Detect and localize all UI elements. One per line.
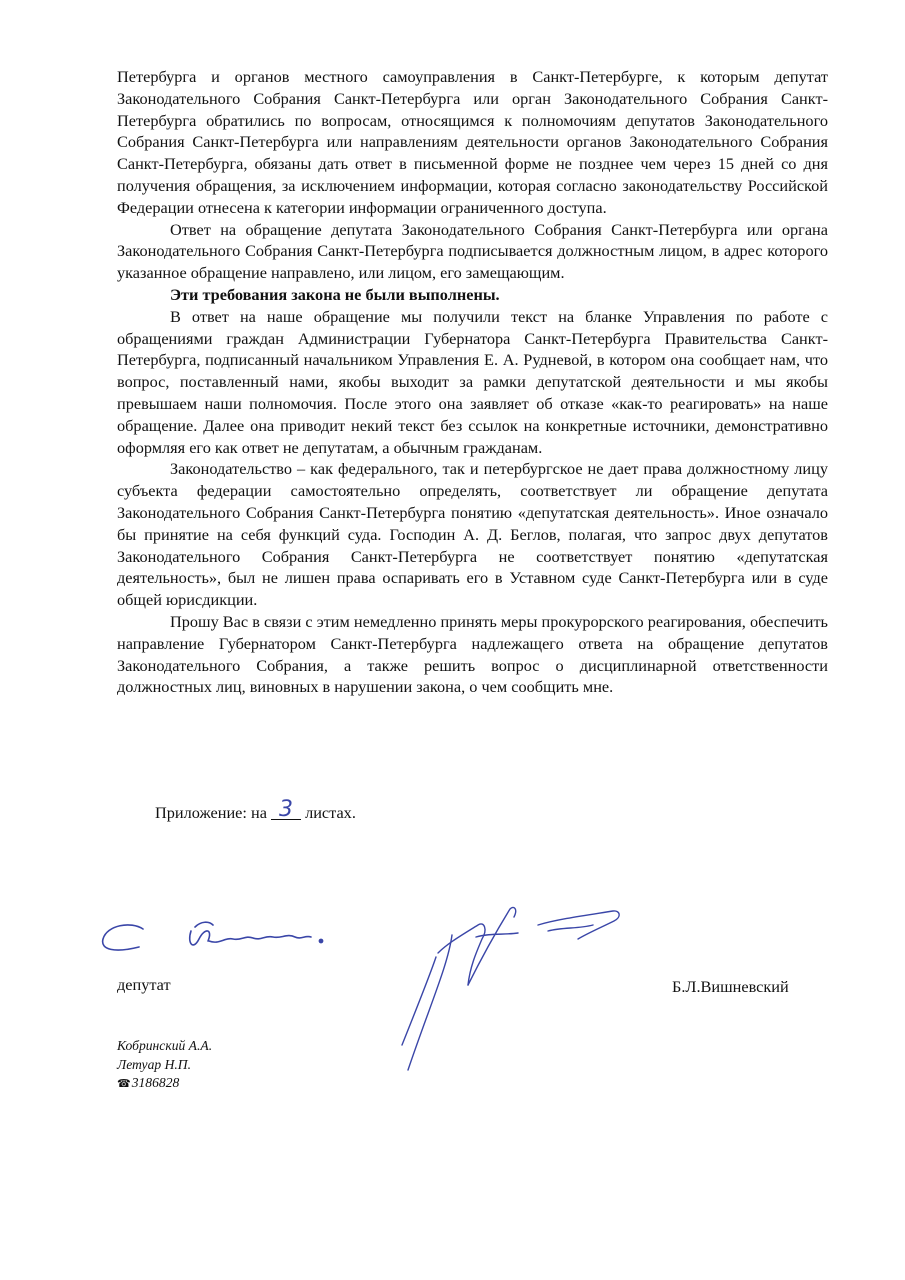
executors-block — [117, 1037, 212, 1094]
telephone-icon: ☎ — [117, 1078, 131, 1090]
attachment-sheet-count: 3 — [271, 801, 301, 820]
paragraph-received-response: В ответ на наше обращение мы получили текст на бланке Управления по работе с обращениями граждан Администрации Губернатора Санкт-Петербурга Правительства Санкт-Петербурга, подписанный начальником Управления Е. А. Рудневой, в котором она сообщает нам, что вопрос, поставленный нами, якобы выходит за рамки депутатской деятельности и мы якобы превышаем наши полномочия. После этого она заявляет об отказе «как-то реагировать» на наше обращение. Далее она приводит некий текст без ссылок на конкретные источники, демонстративно оформляя его как ответ не депутатам, а обычным гражданам. — [117, 306, 828, 457]
handwritten-regards — [95, 915, 340, 965]
paragraph-signature-requirement: Ответ на обращение депутата Законодательного Собрания Санкт-Петербурга или органа Законодательного Собрания Санкт-Петербурга подписывается должностным лицом, в адрес которого указанное обращение направлено, или лицом, его замещающим. — [117, 219, 828, 283]
letter-body — [117, 66, 828, 698]
attachment-line — [155, 797, 356, 823]
paragraph-legislation-argument: Законодательство – как федерального, так и петербургское не дает права должностному лицу субъекта федерации самостоятельно определять, соответствует ли обращение депутата Законодательного Собрания Санкт-Петербурга понятию «депутатская деятельность». Иное означало бы принятие на себя функций суда. Господин А. Д. Беглов, полагая, что запрос двух депутатов Законодательного Собрания Санкт-Петербурга не соответствует понятию «депутатская деятельность», был не лишен права оспаривать его в Уставном суде Санкт-Петербурга или в суде общей юрисдикции. — [117, 459, 828, 610]
attachment-prefix: Приложение: на — [155, 803, 271, 822]
phone-number: 3186828 — [131, 1075, 180, 1090]
paragraph-request: Прошу Вас в связи с этим немедленно принять меры прокурорского реагирования, обеспечить направление Губернатором Санкт-Петербурга надлежащего ответа на обращение депутатов Законодательного Собрания, а также решить вопрос о дисциплинарной ответственности должностных лиц, виновных в нарушении закона, о чем сообщить мне. — [117, 611, 828, 697]
paragraph-violation-statement: Эти требования закона не были выполнены. — [170, 284, 500, 304]
signature — [378, 895, 648, 1075]
signer-role: депутат — [117, 975, 171, 994]
executor-phone — [117, 1074, 212, 1094]
paragraph-law-requirement: Петербурга и органов местного самоуправления в Санкт-Петербурге, к которым депутат Законодательного Собрания Санкт-Петербурга или орган Законодательного Собрания Санкт-Петербурга обратились по вопросам, относящимся к полномочиям депутатов Законодательного Собрания Санкт-Петербурга или направлениям деятельности органов Законодательного Собрания Санкт-Петербурга, обязаны дать ответ в письменной форме не позднее чем через 15 дней со дня получения обращения, за исключением информации, которая согласно законодательству Российской Федерации отнесена к категории информации ограниченного доступа. — [117, 67, 828, 217]
executor-name: Кобринский А.А. — [117, 1038, 213, 1053]
attachment-suffix: листах. — [301, 803, 356, 822]
signer-name: Б.Л.Вишневский — [672, 977, 789, 996]
executor-name: Летуар Н.П. — [117, 1056, 191, 1072]
